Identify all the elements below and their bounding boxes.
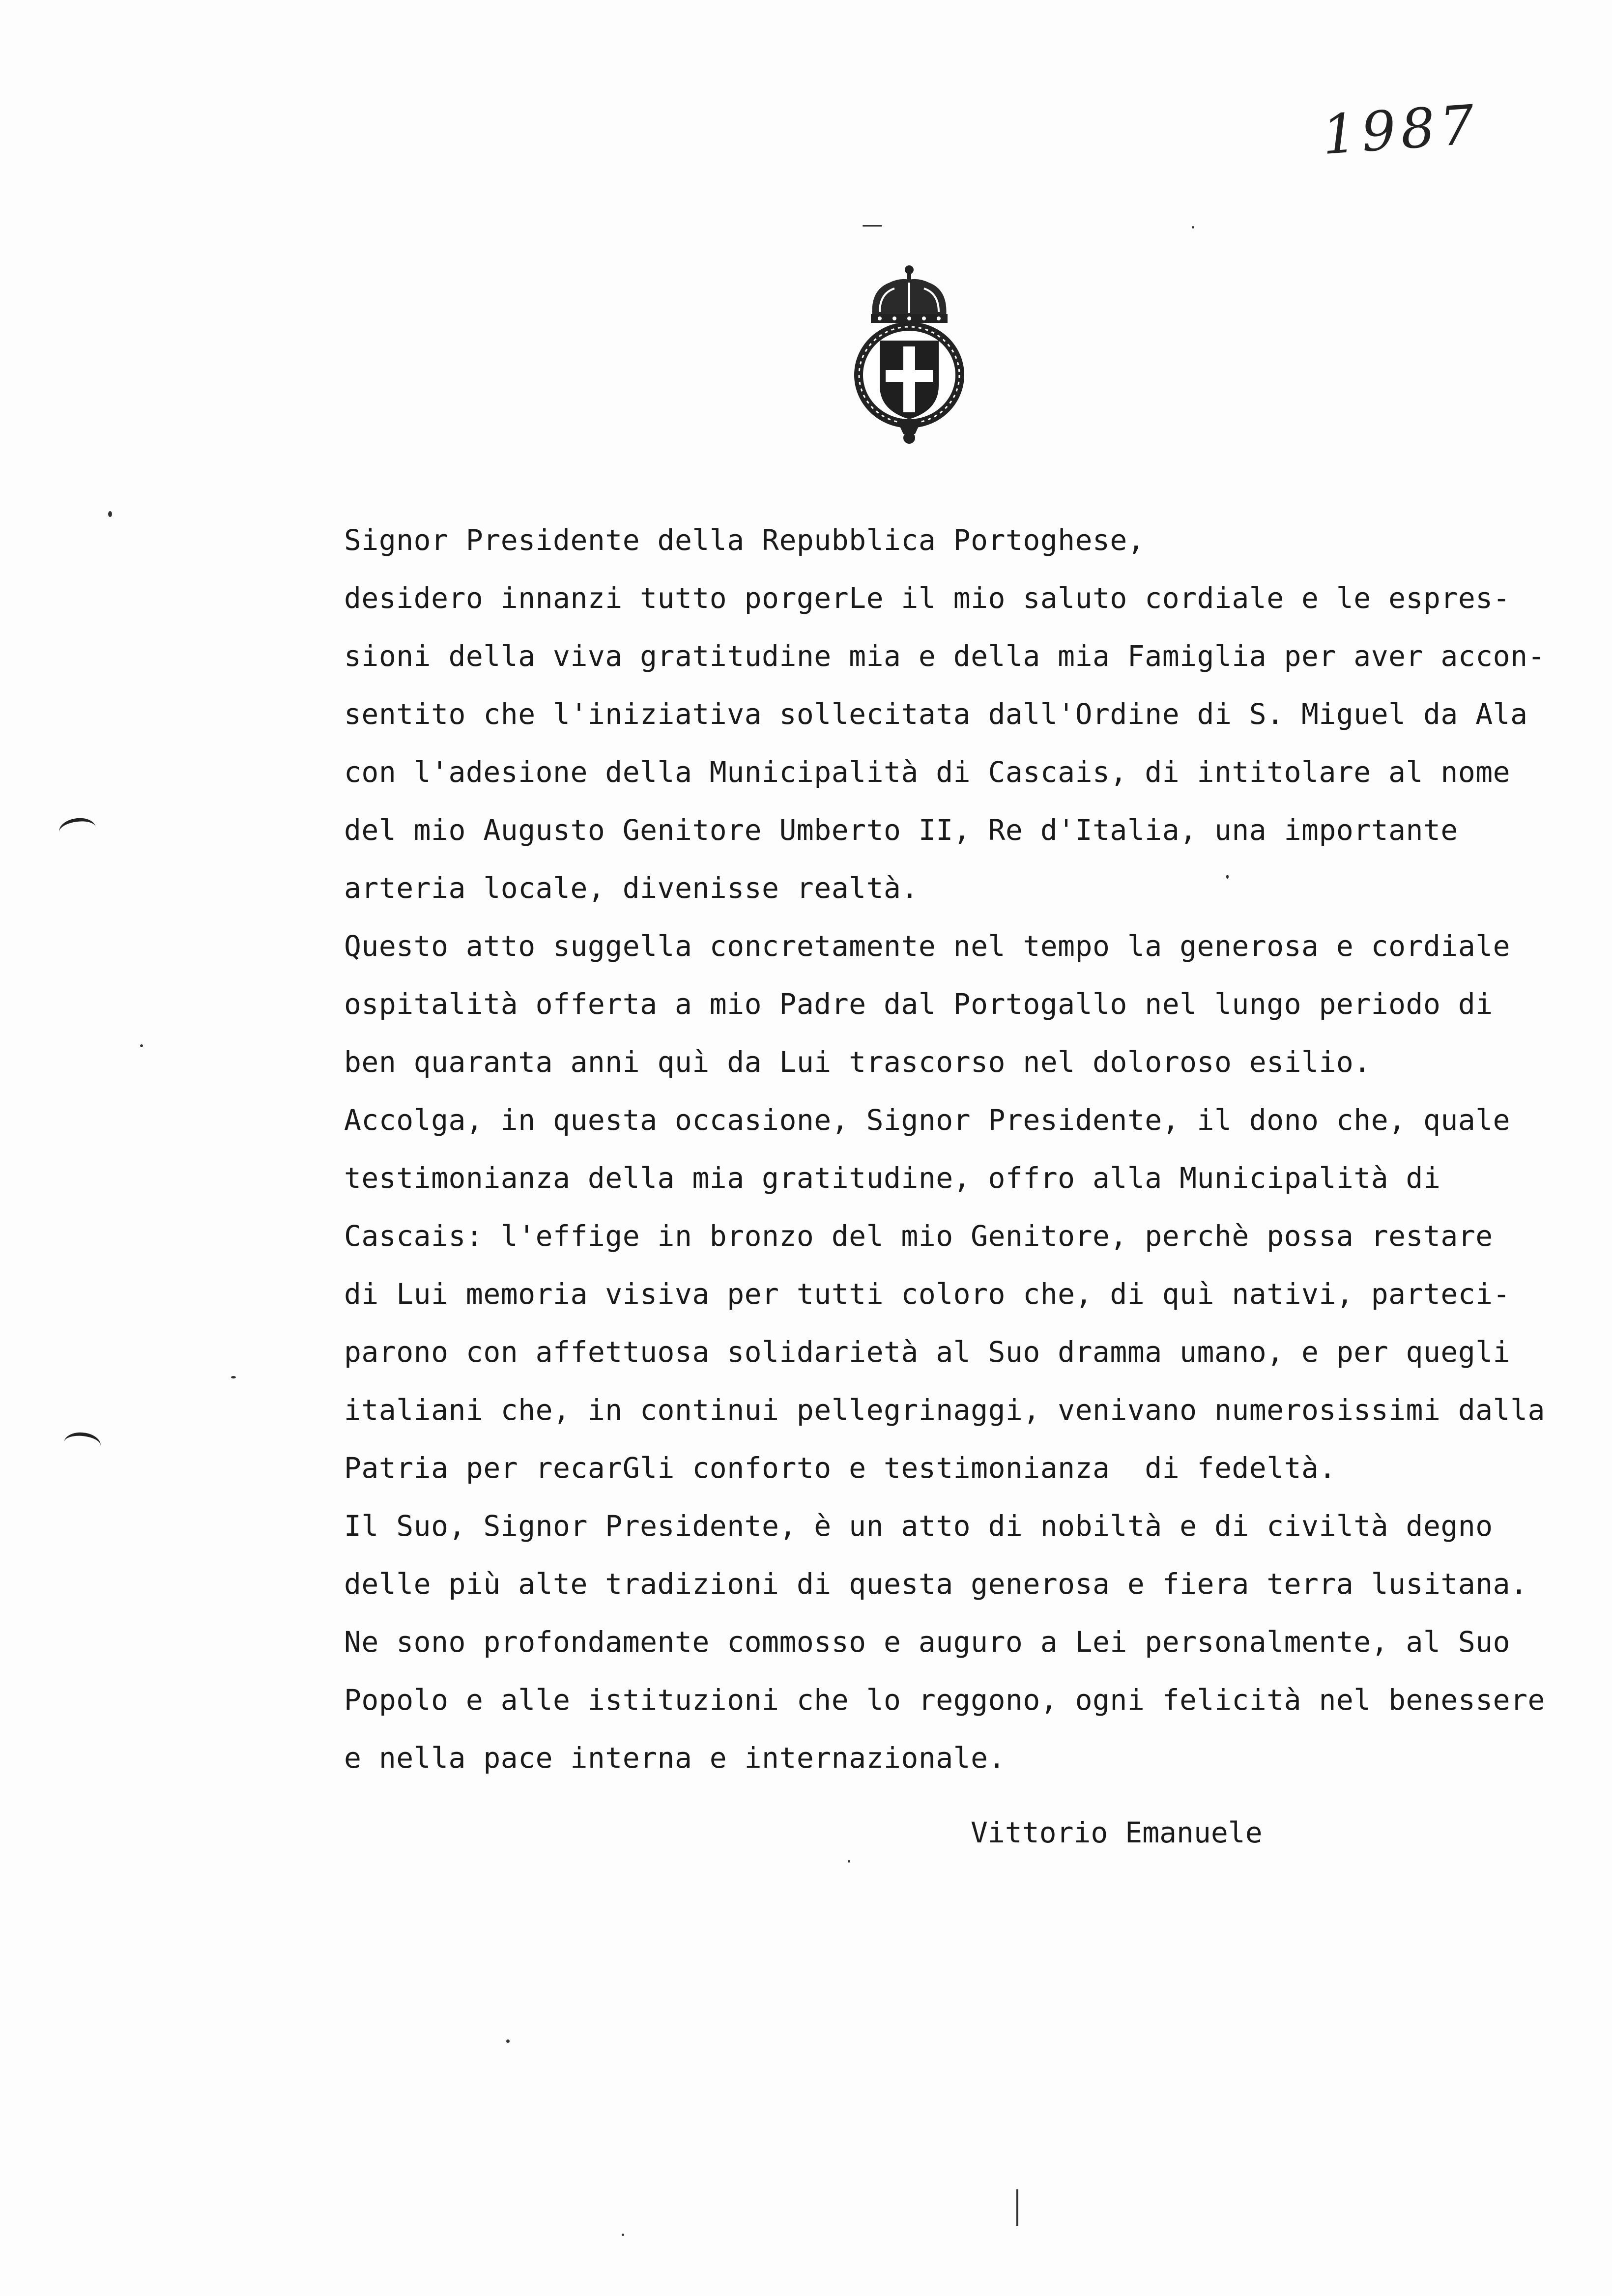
letter-line: del mio Augusto Genitore Umberto II, Re d'Italia, una importante: [344, 813, 1458, 847]
letter-line: Ne sono profondamente commosso e auguro a Lei personalmente, al Suo: [344, 1625, 1511, 1659]
letter-line: italiani che, in continui pellegrinaggi, venivano numerosissimi dalla: [344, 1393, 1545, 1427]
savoy-crowned-shield-icon: [850, 263, 968, 445]
letter-line: Patria per recarGli conforto e testimonianza di fedeltà.: [344, 1451, 1336, 1485]
letter-line: Signor Presidente della Repubblica Portoghese,: [344, 523, 1145, 557]
letter-line: Il Suo, Signor Presidente, è un atto di nobiltà e di civiltà degno: [344, 1509, 1493, 1543]
letter-line: ospitalità offerta a mio Padre dal Portogallo nel lungo periodo di: [344, 987, 1493, 1021]
letter-body: [344, 511, 1545, 1787]
letter-line: sioni della viva gratitudine mia e della mia Famiglia per aver accon-: [344, 639, 1545, 673]
scan-speck: [622, 2234, 624, 2236]
letter-line: sentito che l'iniziativa sollecitata dall'Ordine di S. Miguel da Ala: [344, 697, 1528, 731]
letter-line: ben quaranta anni quì da Lui trascorso nel doloroso esilio.: [344, 1045, 1371, 1079]
letter-line: di Lui memoria visiva per tutti coloro che, di quì nativi, parteci-: [344, 1277, 1511, 1311]
letter-line: e nella pace interna e internazionale.: [344, 1741, 1006, 1775]
scan-mark: [63, 1431, 102, 1458]
signature: Vittorio Emanuele: [971, 1816, 1263, 1849]
scan-speck: [140, 1044, 143, 1047]
letter-line: Cascais: l'effige in bronzo del mio Genitore, perchè possa restare: [344, 1219, 1493, 1253]
letter-line: Questo atto suggella concretamente nel tempo la generosa e cordiale: [344, 929, 1511, 963]
scan-mark: [58, 816, 97, 844]
scan-speck: [506, 2039, 510, 2043]
letter-line: Popolo e alle istituzioni che lo reggono, ogni felicità nel benessere: [344, 1683, 1545, 1717]
letter-line: desidero innanzi tutto porgerLe il mio saluto cordiale e le espres-: [344, 581, 1511, 615]
scan-speck: [108, 511, 112, 517]
letter-line: testimonianza della mia gratitudine, offro alla Municipalità di: [344, 1161, 1441, 1195]
letter-line: con l'adesione della Municipalità di Cascais, di intitolare al nome: [344, 755, 1511, 789]
scan-speck: [848, 1860, 850, 1863]
scan-speck: [1226, 875, 1229, 879]
letter-line: delle più alte tradizioni di questa generosa e fiera terra lusitana.: [344, 1567, 1528, 1601]
scan-stroke: [1016, 2189, 1018, 2226]
letter-line: Accolga, in questa occasione, Signor Presidente, il dono che, quale: [344, 1103, 1511, 1137]
scan-speck: [231, 1376, 236, 1378]
letter-line: arteria locale, divenisse realtà.: [344, 871, 919, 905]
handwritten-number: 1987: [1320, 92, 1482, 167]
letter-line: parono con affettuosa solidarietà al Suo dramma umano, e per quegli: [344, 1335, 1511, 1369]
scan-speck: [1192, 226, 1194, 229]
scan-speck: [863, 225, 882, 227]
